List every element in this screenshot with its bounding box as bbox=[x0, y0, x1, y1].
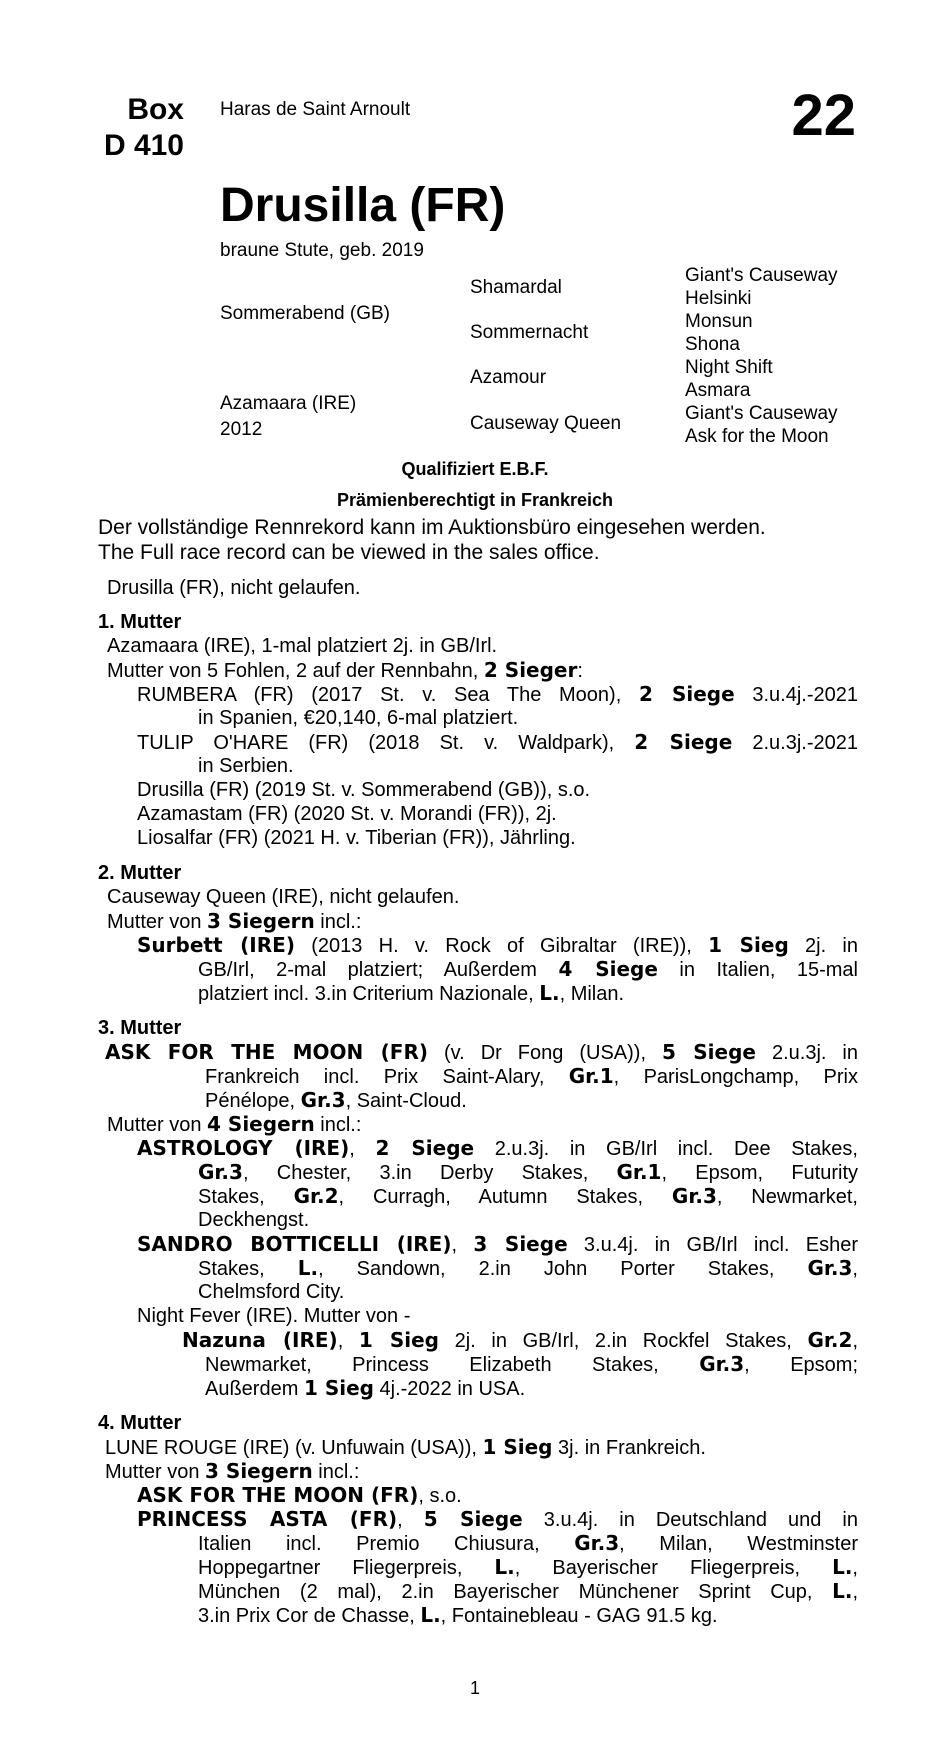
pedigree-g3-4: Shona bbox=[685, 334, 740, 355]
pedigree-g3-7: Giant's Causeway bbox=[685, 403, 838, 424]
section-first-dam: 1. Mutter bbox=[98, 611, 182, 633]
pedigree-sire-dam: Sommernacht bbox=[470, 322, 589, 343]
pedigree-g3-1: Giant's Causeway bbox=[685, 265, 838, 286]
section-second-dam: 2. Mutter bbox=[98, 862, 182, 884]
pedigree-dam-dam: Causeway Queen bbox=[470, 413, 622, 434]
qualified-note: Qualifiziert E.B.F. bbox=[401, 459, 549, 479]
pedigree-g3-5: Night Shift bbox=[685, 357, 773, 378]
pedigree-sire: Sommerabend (GB) bbox=[220, 303, 391, 324]
section-third-dam: 3. Mutter bbox=[98, 1017, 182, 1039]
pedigree-g3-3: Monsun bbox=[685, 311, 753, 332]
record-note-en: The Full race record can be viewed in the sales office. bbox=[98, 541, 600, 564]
consignor: Haras de Saint Arnoult bbox=[220, 99, 411, 120]
pedigree-sire-sire: Shamardal bbox=[470, 277, 562, 298]
section-fourth-dam: 4. Mutter bbox=[98, 1412, 182, 1434]
box-label-text: Box bbox=[127, 93, 184, 126]
horse-description: braune Stute, geb. 2019 bbox=[220, 240, 424, 261]
box-label bbox=[98, 92, 184, 164]
premium-note: Prämienberechtigt in Frankreich bbox=[336, 490, 614, 510]
pedigree-dam-sire: Azamour bbox=[470, 367, 547, 388]
pedigree-g3-6: Asmara bbox=[685, 380, 751, 401]
pedigree-g3-8: Ask for the Moon bbox=[685, 426, 829, 447]
box-number: D 410 bbox=[103, 129, 184, 162]
pedigree-g3-2: Helsinki bbox=[685, 288, 752, 309]
race-summary: Drusilla (FR), nicht gelaufen. bbox=[107, 577, 361, 599]
pedigree-dam-year: 2012 bbox=[220, 419, 263, 440]
horse-name: Drusilla (FR) bbox=[220, 179, 506, 232]
page-number: 1 bbox=[469, 1678, 480, 1698]
pedigree-dam: Azamaara (IRE) bbox=[220, 393, 357, 414]
lot-number: 22 bbox=[791, 83, 856, 148]
record-note-de: Der vollständige Rennrekord kann im Auktionsbüro eingesehen werden. bbox=[98, 516, 766, 539]
